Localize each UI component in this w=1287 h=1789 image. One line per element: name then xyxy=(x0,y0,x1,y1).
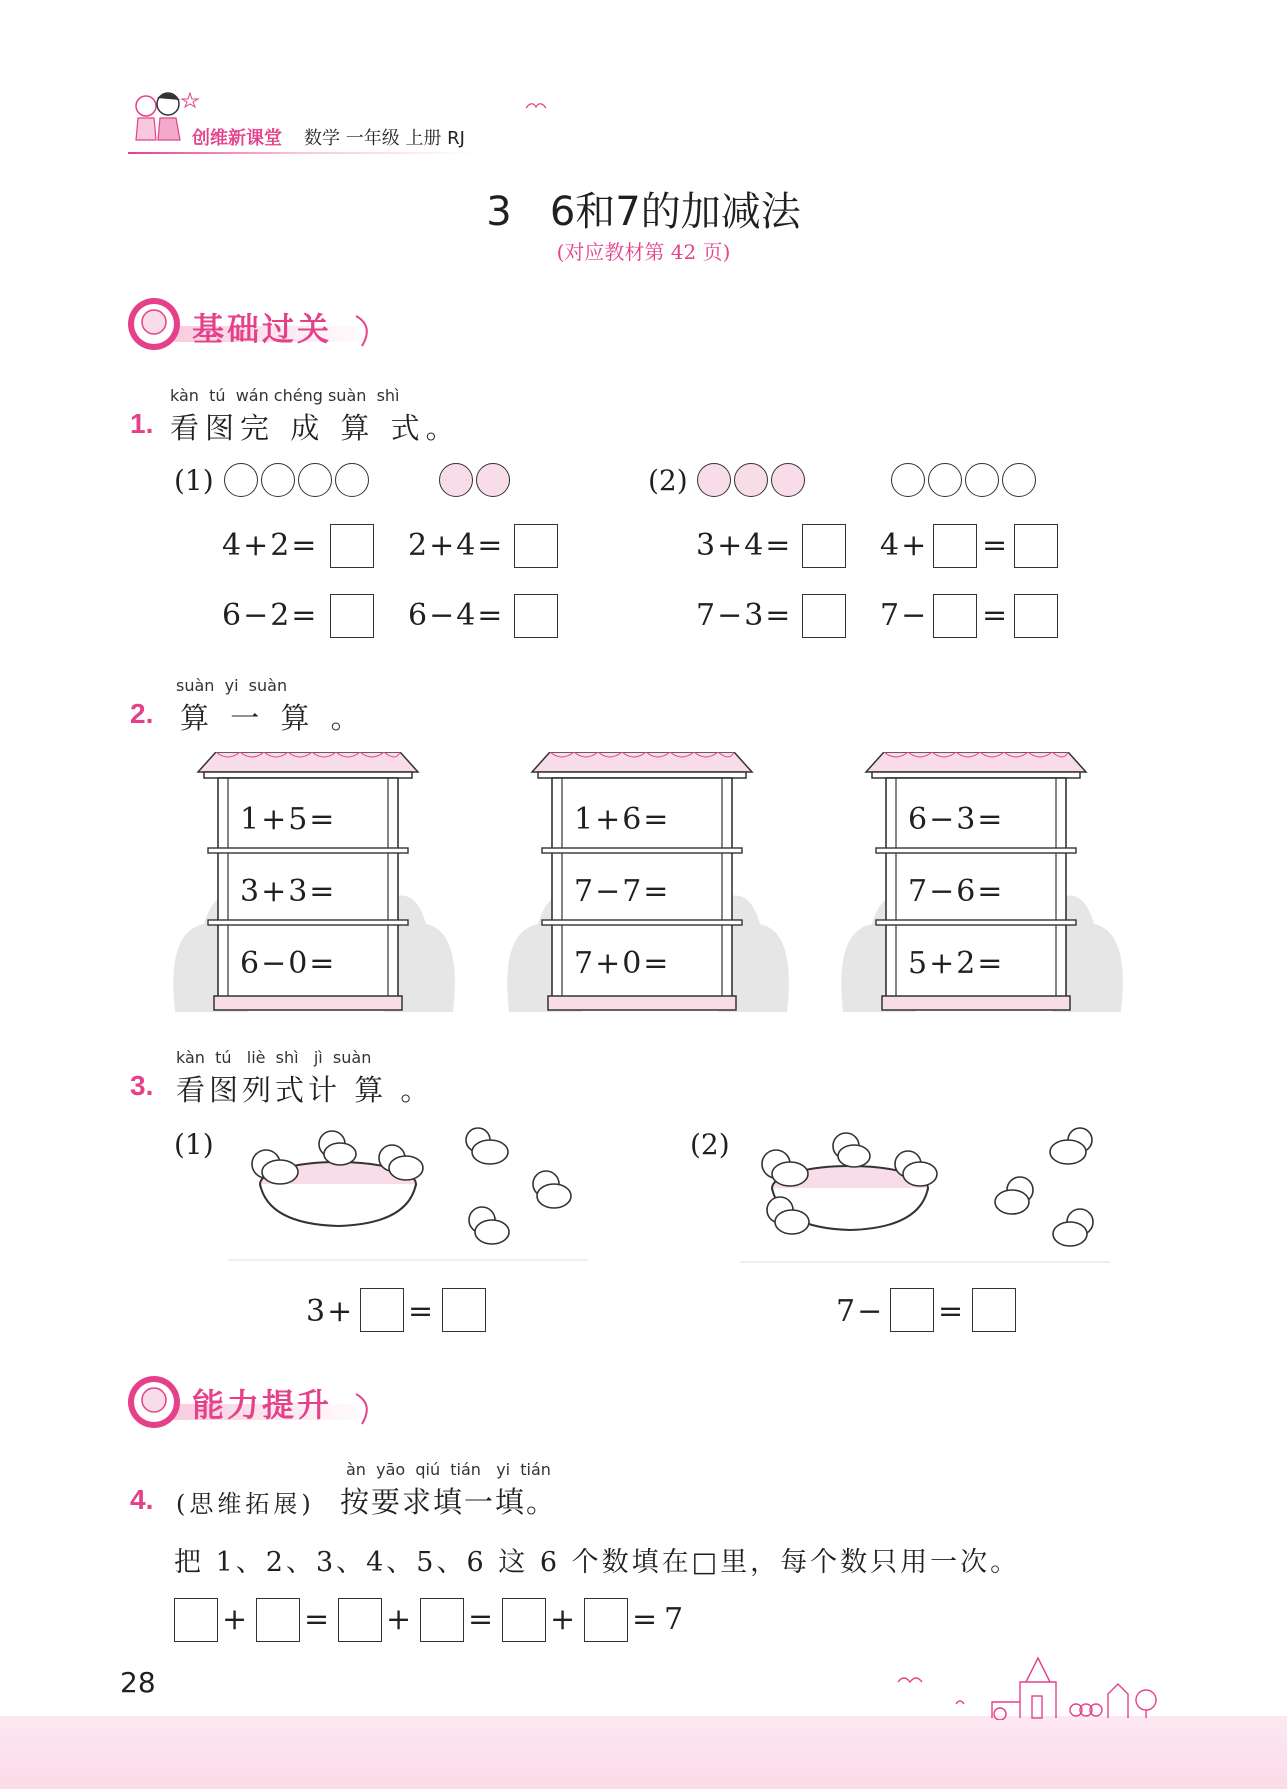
page-subtitle: (对应教材第 42 页) xyxy=(556,240,731,264)
plus-sign: + xyxy=(550,1602,578,1637)
q1-p1-eq2: 2+4= xyxy=(408,528,505,563)
answer-box[interactable] xyxy=(514,524,558,568)
answer-box[interactable] xyxy=(502,1598,546,1642)
circle-pink xyxy=(734,463,768,497)
chicks-feeding-illustration-1 xyxy=(228,1124,598,1264)
kids-logo-icon xyxy=(128,88,188,150)
q4-result: 7 xyxy=(664,1602,686,1637)
q3-part1-label: (1) xyxy=(174,1128,214,1161)
tower-equation: 7−7= xyxy=(574,874,671,909)
q1-p2-eq2b: = xyxy=(982,528,1010,563)
circle xyxy=(298,463,332,497)
answer-box[interactable] xyxy=(802,594,846,638)
circle xyxy=(261,463,295,497)
tower-equation: 5+2= xyxy=(908,946,1005,981)
bird-icon xyxy=(524,98,548,116)
answer-box[interactable] xyxy=(584,1598,628,1642)
tower-equation: 1+5= xyxy=(240,802,337,837)
answer-box[interactable] xyxy=(420,1598,464,1642)
answer-box[interactable] xyxy=(442,1288,486,1332)
plus-sign: + xyxy=(386,1602,414,1637)
section-title-basic: 基础过关 xyxy=(192,310,333,348)
answer-box[interactable] xyxy=(330,594,374,638)
answer-box[interactable] xyxy=(972,1288,1016,1332)
q1-text: 看图完 成 算 式。 xyxy=(170,411,461,445)
answer-box[interactable] xyxy=(514,594,558,638)
q3-text: 看图列式计 算 。 xyxy=(176,1073,434,1107)
circle xyxy=(928,463,962,497)
circle-pink xyxy=(476,463,510,497)
q1-p1-eq4: 6−4= xyxy=(408,598,505,633)
q1-p2-eq3: 7−3= xyxy=(696,598,793,633)
q3-number: 3. xyxy=(130,1070,154,1101)
q3-part2-label: (2) xyxy=(690,1128,730,1161)
section-title-advanced: 能力提升 xyxy=(192,1386,333,1424)
circle-pink xyxy=(697,463,731,497)
answer-box[interactable] xyxy=(890,1288,934,1332)
q3-p2-eq-b: = xyxy=(938,1294,966,1329)
answer-box[interactable] xyxy=(802,524,846,568)
q4-number: 4. xyxy=(130,1484,154,1515)
q1-number: 1. xyxy=(130,408,154,439)
q1-p2-eq4b: = xyxy=(982,598,1010,633)
circle xyxy=(965,463,999,497)
q1-p1-eq3: 6−2= xyxy=(222,598,319,633)
page-number: 28 xyxy=(120,1666,156,1699)
q1-part1-label: (1) xyxy=(174,464,214,497)
tower-equation: 7+0= xyxy=(574,946,671,981)
answer-box[interactable] xyxy=(933,594,977,638)
q1-part2-label: (2) xyxy=(648,464,688,497)
tower-equation: 7−6= xyxy=(908,874,1005,909)
tower-equation: 3+3= xyxy=(240,874,337,909)
q3-p1-eq-a: 3+ xyxy=(306,1294,355,1329)
circle xyxy=(1002,463,1036,497)
tower-equation: 6−0= xyxy=(240,946,337,981)
q3-pinyin: kàn tú liè shì jì suàn xyxy=(176,1048,372,1067)
q1-p2-eq2a: 4+ xyxy=(880,528,929,563)
q3-p2-eq-a: 7− xyxy=(836,1294,885,1329)
page-title: 3 6和7的加减法 xyxy=(486,189,801,235)
answer-box[interactable] xyxy=(1014,594,1058,638)
q1-p2-eq4a: 7− xyxy=(880,598,929,633)
plus-sign: + xyxy=(222,1602,250,1637)
q1-pinyin: kàn tú wán chéng suàn shì xyxy=(170,386,400,405)
footer-band xyxy=(0,1716,1287,1789)
q2-pinyin: suàn yi suàn xyxy=(176,676,288,695)
chicks-feeding-illustration-2 xyxy=(740,1124,1110,1264)
answer-box[interactable] xyxy=(360,1288,404,1332)
circle-pink xyxy=(771,463,805,497)
answer-box[interactable] xyxy=(933,524,977,568)
answer-box[interactable] xyxy=(330,524,374,568)
q4-text: 按要求填一填。 xyxy=(340,1485,558,1519)
answer-box[interactable] xyxy=(174,1598,218,1642)
castle-decoration-icon xyxy=(880,1648,1170,1720)
q4-pinyin: àn yāo qiú tián yi tián xyxy=(346,1460,551,1479)
equals-sign: = xyxy=(632,1602,660,1637)
q4-tag: (思维拓展) xyxy=(176,1490,315,1518)
q1-p1-eq1: 4+2= xyxy=(222,528,319,563)
q2-number: 2. xyxy=(130,698,154,729)
tower-equation: 1+6= xyxy=(574,802,671,837)
q3-p1-eq-b: = xyxy=(408,1294,436,1329)
q2-text: 算 一 算 。 xyxy=(180,701,366,735)
tower-equation: 6−3= xyxy=(908,802,1005,837)
q4-instruction: 把 1、2、3、4、5、6 这 6 个数填在□里，每个数只用一次。 xyxy=(174,1547,1021,1578)
q1-p2-eq1: 3+4= xyxy=(696,528,793,563)
circle xyxy=(335,463,369,497)
equals-sign: = xyxy=(304,1602,332,1637)
circle xyxy=(224,463,258,497)
circle xyxy=(891,463,925,497)
header-underline xyxy=(128,152,478,154)
brand-name: 创维新课堂 xyxy=(192,128,282,149)
subject-label: 数学 一年级 上册 RJ xyxy=(304,128,465,149)
star-icon xyxy=(180,92,200,108)
answer-box[interactable] xyxy=(1014,524,1058,568)
circle-pink xyxy=(439,463,473,497)
answer-box[interactable] xyxy=(256,1598,300,1642)
answer-box[interactable] xyxy=(338,1598,382,1642)
equals-sign: = xyxy=(468,1602,496,1637)
